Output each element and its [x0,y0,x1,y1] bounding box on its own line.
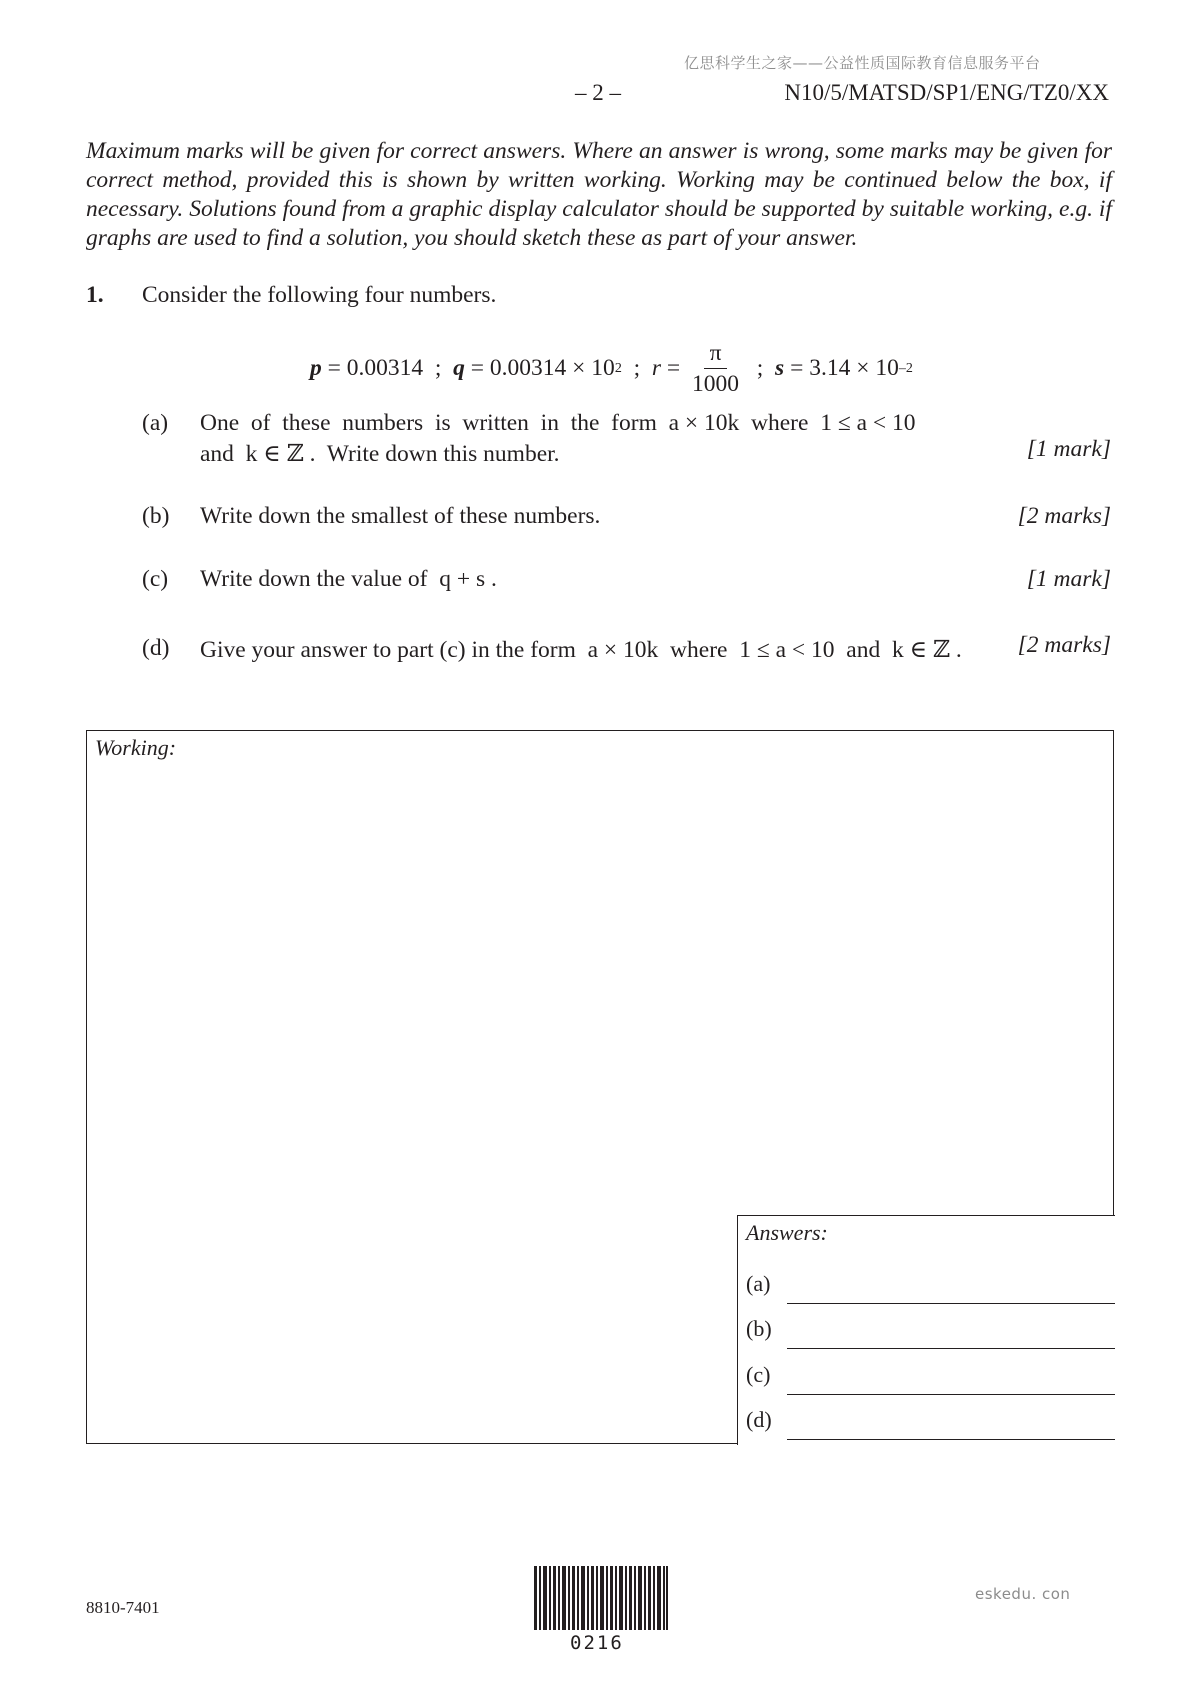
part-a-marks: [1 mark] [1026,436,1111,462]
fraction-r [692,340,739,397]
separator: ; [621,355,652,381]
part-c-marks: [1 mark] [1026,566,1111,592]
site-watermark: eskedu. con [975,1585,1071,1603]
barcode-number: 0216 [570,1632,624,1654]
answer-d-label: (d) [746,1407,772,1432]
question-intro: Consider the following four numbers. [142,282,497,308]
part-d-text: Give your answer to part (c) in the form a × 10k where 1 ≤ a < 10 and k ∈ ℤ . [200,637,962,663]
instructions: Maximum marks will be given for correct answers. Where an answer is wrong, some marks may be given for correct method, provided this is shown by written working. Working may be continued below the box, if necessary. Solutions found from a graphic display calculator should be supported by suitable working, e.g. if graphs are used to find a solution, you should sketch these as part of your answer. [86,138,1112,251]
part-a-line1: One of these numbers is written in the form a × 10k where 1 ≤ a < 10 [200,410,916,436]
answers-area [737,1215,1115,1445]
paper-code: N10/5/MATSD/SP1/ENG/TZ0/XX [784,80,1109,105]
separator: ; [745,355,776,381]
numbers-equation: p = 0.00314 ; q = 0.00314 × 10 2 ; r = $\frac{\pi}{1000}$ ; s = 3.14 × 10 –2 [310,340,913,397]
question-number: 1. [86,282,104,308]
equals-r: = [661,355,687,381]
answer-b-line[interactable] [787,1348,1115,1349]
working-label: Working: [95,735,177,760]
var-p: p [310,355,322,381]
separator: ; [423,355,454,381]
part-a-label: (a) [142,410,169,436]
answer-d-line[interactable] [787,1439,1115,1440]
answer-a-label: (a) [746,1271,771,1296]
footer-code: 8810-7401 [86,1598,160,1617]
part-d-label: (d) [142,635,170,661]
var-s: s [775,355,785,381]
value-s: = 3.14 × 10 [784,355,899,381]
part-d-marks: [2 marks] [1017,632,1111,658]
part-b-marks: [2 marks] [1017,503,1111,529]
fraction-denominator: 1000 [692,371,740,397]
part-b-label: (b) [142,503,170,529]
answer-c-line[interactable] [787,1394,1115,1395]
value-p: = 0.00314 [321,355,424,381]
page-number: – 2 – [575,80,621,105]
answer-a-line[interactable] [787,1303,1115,1304]
answer-c-label: (c) [746,1362,771,1387]
watermark-text: 亿思科学生之家——公益性质国际教育信息服务平台 [684,54,1041,72]
var-r: r [651,355,661,381]
answer-b-label: (b) [746,1316,772,1341]
barcode-icon [534,1566,668,1630]
value-q: = 0.00314 × 10 [464,355,615,381]
part-c-text: Write down the value of q + s . [200,566,497,592]
part-c-label: (c) [142,566,169,592]
answers-label: Answers: [746,1220,828,1245]
part-b-text: Write down the smallest of these numbers. [200,503,601,529]
var-q: q [453,355,465,381]
fraction-numerator: π [704,340,728,369]
part-a-line2: and k ∈ ℤ . Write down this number. [200,441,560,467]
